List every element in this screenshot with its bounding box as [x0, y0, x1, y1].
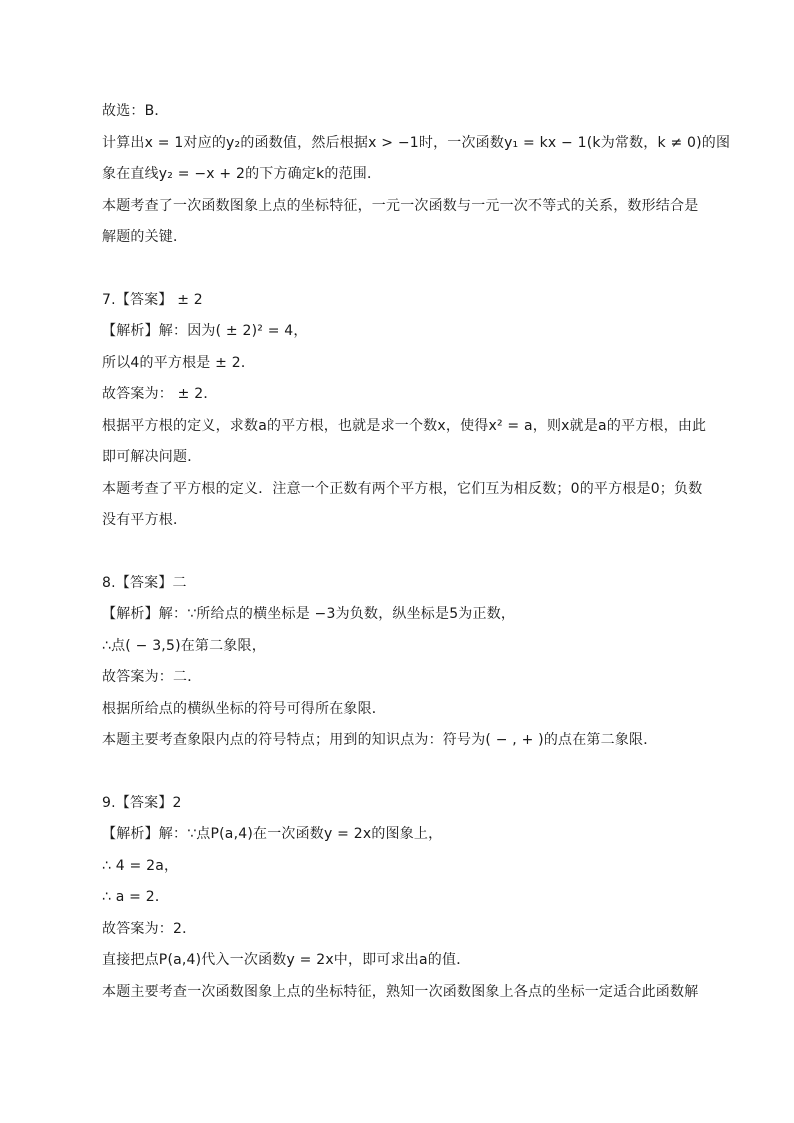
text-line: 本题主要考查一次函数图象上点的坐标特征，熟知一次函数图象上各点的坐标一定适合此函数解 [102, 983, 699, 1000]
text-line: 故答案为：2． [102, 920, 197, 937]
section-6-solution [102, 96, 731, 254]
text-line: ∴ a = 2． [102, 889, 170, 905]
text-line: 象在直线y₂ = −x + 2的下方确定k的范围． [102, 166, 382, 182]
text-line: 故选：B． [102, 103, 169, 119]
section-spacer [102, 537, 702, 568]
question-7-answer [102, 285, 707, 537]
text-line: 没有平方根． [102, 512, 188, 528]
text-line: 所以4的平方根是 ± 2． [102, 354, 256, 371]
question-9-answer [102, 788, 702, 1009]
text-line: 故答案为：二． [102, 669, 202, 685]
answer-heading: 7.【答案】 ± 2 [102, 291, 203, 308]
question-8-answer [102, 568, 702, 757]
text-line: 根据平方根的定义，求数a的平方根，也就是求一个数x，使得x² = a，则x就是a的平方根，由此 [102, 417, 707, 434]
text-line: 直接把点P(a,4)代入一次函数y = 2x中，即可求出a的值． [102, 952, 471, 968]
text-line: 【解析】解：因为( ± 2)² = 4， [102, 323, 308, 339]
text-line: 本题主要考查象限内点的符号特点；用到的知识点为：符号为( − , + )的点在第二象限． [102, 732, 658, 748]
section-spacer [102, 757, 702, 788]
answer-heading: 8.【答案】二 [102, 574, 187, 591]
text-line: 故答案为： ± 2． [102, 386, 218, 402]
text-line: ∴点( − 3,5)在第二象限， [102, 637, 266, 654]
section-spacer [102, 254, 702, 285]
text-line: 即可解决问题． [102, 449, 202, 465]
text-line: 本题考查了平方根的定义．注意一个正数有两个平方根，它们互为相反数；0的平方根是0；负数 [102, 480, 703, 497]
text-line: 计算出x = 1对应的y₂的函数值，然后根据x > −1时，一次函数y₁ = kx − 1(k为常数，k ≠ 0)的图 [102, 134, 731, 151]
text-line: ∴ 4 = 2a， [102, 857, 179, 874]
text-line: 【解析】解：∵所给点的横坐标是 −3为负数，纵坐标是5为正数， [102, 606, 516, 622]
text-line: 根据所给点的横纵坐标的符号可得所在象限． [102, 700, 386, 717]
text-line: 解题的关键． [102, 229, 188, 245]
text-line: 【解析】解：∵点P(a,4)在一次函数y = 2x的图象上， [102, 826, 443, 842]
answer-heading: 9.【答案】2 [102, 794, 182, 811]
solution-content [102, 96, 731, 1008]
text-line: 本题考查了一次函数图象上点的坐标特征，一元一次函数与一元一次不等式的关系，数形结合是 [102, 197, 699, 214]
